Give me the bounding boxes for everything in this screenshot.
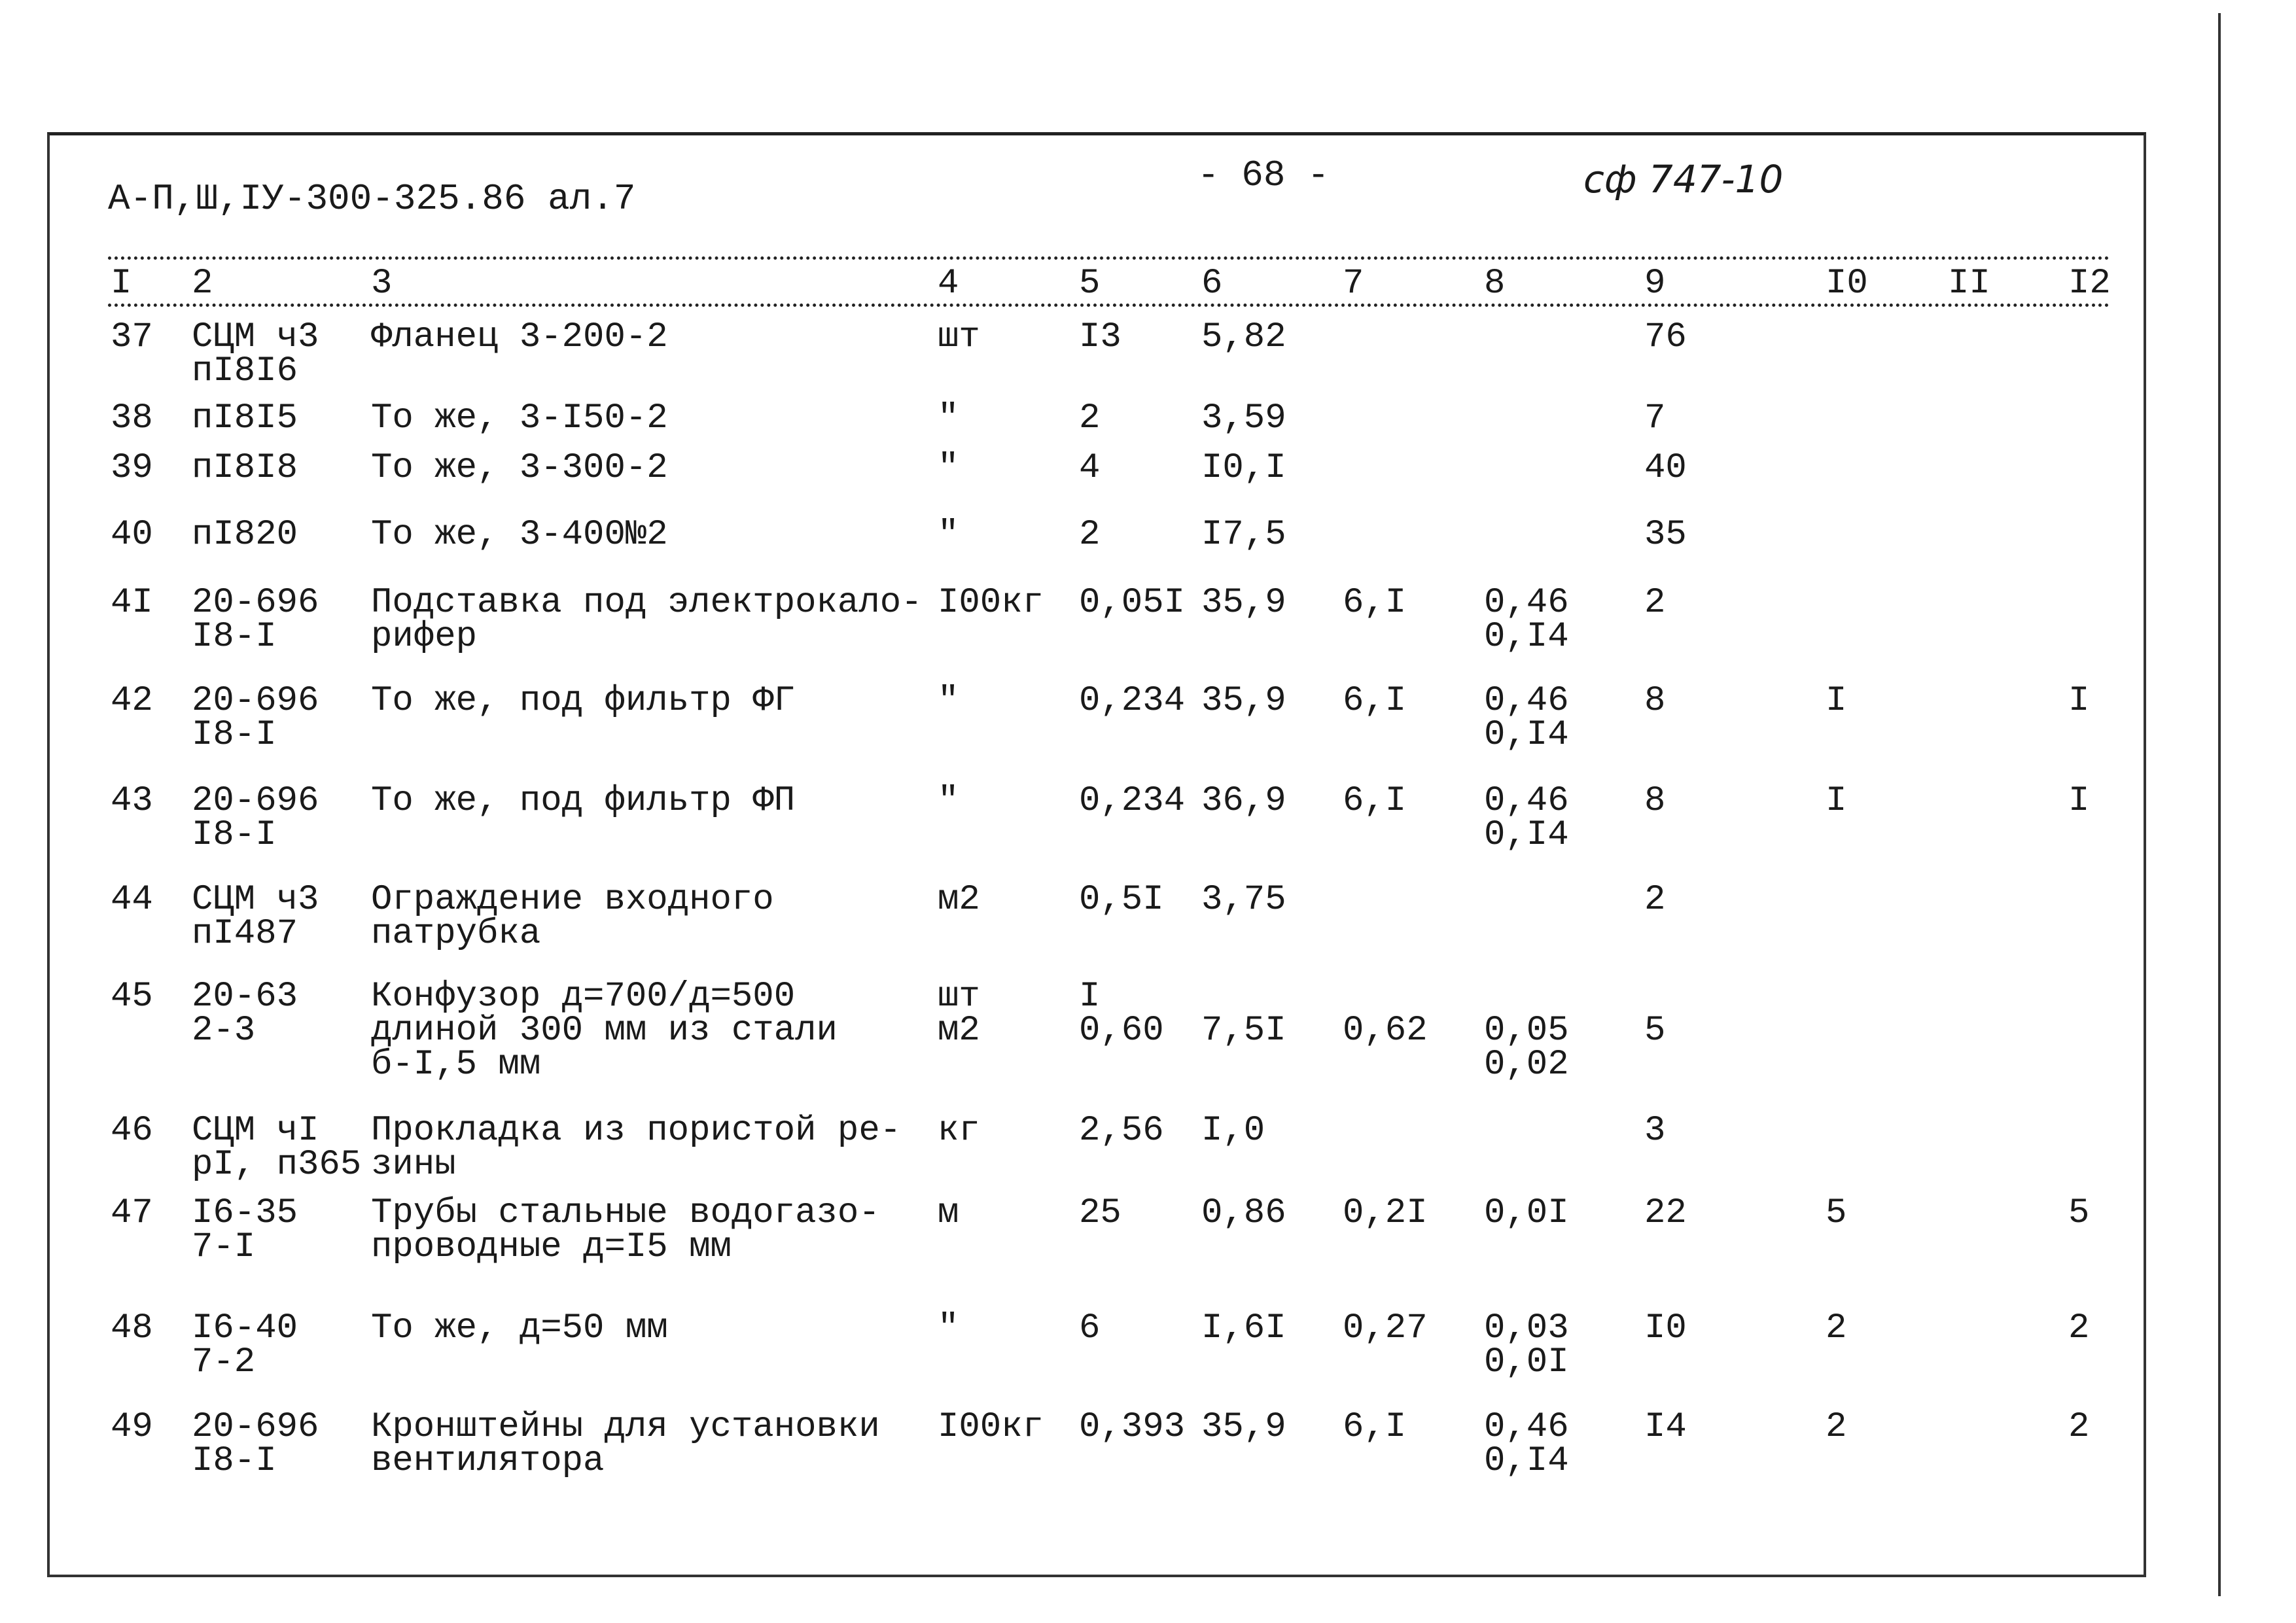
table-cell-col5: 0,05I — [1079, 583, 1186, 623]
table-cell-col10: I — [1826, 781, 1847, 821]
table-cell-col1: 38 — [111, 398, 153, 438]
table-cell-col5: 2,56 — [1079, 1111, 1164, 1151]
column-header: 6 — [1201, 264, 1223, 304]
table-cell-col9: 22 — [1644, 1193, 1687, 1233]
table-cell-col2: СЦМ ч3 пI487 — [192, 880, 319, 954]
table-cell-col9: 35 — [1644, 515, 1687, 555]
table-cell-col4: " — [938, 448, 959, 488]
table-cell-col1: 46 — [111, 1111, 153, 1151]
table-cell-col5: 25 — [1079, 1193, 1122, 1233]
table-cell-col10: 2 — [1826, 1407, 1847, 1447]
table-cell-col6: I,6I — [1201, 1308, 1286, 1348]
table-cell-col1: 42 — [111, 681, 153, 721]
column-header: II — [1948, 264, 1990, 304]
table-cell-col12: 5 — [2068, 1193, 2090, 1233]
column-header: 5 — [1079, 264, 1101, 304]
table-cell-col12: 2 — [2068, 1308, 2090, 1348]
table-cell-col2: 20-696 I8-I — [192, 781, 319, 855]
table-cell-col2: 20-696 I8-I — [192, 681, 319, 755]
column-header: 9 — [1644, 264, 1666, 304]
table-cell-col1: 37 — [111, 317, 153, 357]
column-header: 2 — [192, 264, 213, 304]
table-cell-col2: пI8I8 — [192, 448, 298, 488]
table-cell-col5: 6 — [1079, 1308, 1101, 1348]
table-cell-col9: 2 — [1644, 583, 1666, 623]
page-number: - 68 - — [1197, 154, 1330, 196]
table-cell-col1: 44 — [111, 880, 153, 920]
table-cell-col4: м2 — [938, 880, 980, 920]
table-cell-col4: " — [938, 515, 959, 555]
table-cell-col3: Конфузор д=700/д=500 длиной 300 мм из стали б-I,5 мм — [371, 977, 838, 1085]
table-cell-col4: I00кг — [938, 1407, 1044, 1447]
column-header: I2 — [2068, 264, 2111, 304]
table-cell-col9: 76 — [1644, 317, 1687, 357]
table-cell-col7: 0,62 — [1343, 1011, 1428, 1051]
table-cell-col5: 4 — [1079, 448, 1101, 488]
table-cell-col2: I6-40 7-2 — [192, 1308, 298, 1382]
table-cell-col3: То же, 3-400№2 — [371, 515, 668, 555]
table-cell-col8: 0,0I — [1484, 1193, 1569, 1233]
table-cell-col1: 47 — [111, 1193, 153, 1233]
table-cell-col4: шт м2 — [938, 977, 980, 1051]
table-cell-col3: То же, 3-I50-2 — [371, 398, 668, 438]
column-header: 3 — [371, 264, 393, 304]
table-cell-col3: Прокладка из пористой ре- зины — [371, 1111, 902, 1185]
handwritten-reference: сф 747-10 — [1583, 157, 1784, 201]
table-cell-col4: " — [938, 681, 959, 721]
table-cell-col4: " — [938, 781, 959, 821]
table-cell-col6: 7,5I — [1201, 1011, 1286, 1051]
table-cell-col3: Трубы стальные водогазо- проводные д=I5 мм — [371, 1193, 880, 1267]
table-cell-col2: 20-696 I8-I — [192, 1407, 319, 1481]
table-cell-col2: 20-63 2-3 — [192, 977, 298, 1051]
table-cell-col5: 2 — [1079, 398, 1101, 438]
column-header: 4 — [938, 264, 959, 304]
table-cell-col4: кг — [938, 1111, 980, 1151]
table-cell-col7: 6,I — [1343, 583, 1407, 623]
table-cell-col6: 3,75 — [1201, 880, 1286, 920]
table-cell-col1: 4I — [111, 583, 153, 623]
table-cell-col3: Фланец 3-200-2 — [371, 317, 668, 357]
table-cell-col2: 20-696 I8-I — [192, 583, 319, 657]
table-cell-col9: 5 — [1644, 1011, 1666, 1051]
table-cell-col3: То же, под фильтр ФГ — [371, 681, 796, 721]
table-cell-col1: 43 — [111, 781, 153, 821]
header-rule-top — [108, 256, 2110, 260]
table-cell-col8: 0,03 0,0I — [1484, 1308, 1569, 1382]
header-rule-bottom — [108, 304, 2110, 307]
table-cell-col9: 2 — [1644, 880, 1666, 920]
table-cell-col6: I,0 — [1201, 1111, 1265, 1151]
table-cell-col4: шт — [938, 317, 980, 357]
table-cell-col7: 6,I — [1343, 681, 1407, 721]
table-cell-col2: пI820 — [192, 515, 298, 555]
table-cell-col6: 35,9 — [1201, 583, 1286, 623]
table-cell-col5: I 0,60 — [1079, 977, 1164, 1051]
table-cell-col12: 2 — [2068, 1407, 2090, 1447]
table-cell-col8: 0,46 0,I4 — [1484, 781, 1569, 855]
table-cell-col6: I7,5 — [1201, 515, 1286, 555]
table-cell-col4: I00кг — [938, 583, 1044, 623]
table-cell-col9: I4 — [1644, 1407, 1687, 1447]
table-cell-col12: I — [2068, 681, 2090, 721]
table-cell-col9: 3 — [1644, 1111, 1666, 1151]
table-cell-col2: СЦМ ч3 пI8I6 — [192, 317, 319, 391]
table-cell-col9: 7 — [1644, 398, 1666, 438]
table-cell-col8: 0,46 0,I4 — [1484, 583, 1569, 657]
table-cell-col9: 8 — [1644, 681, 1666, 721]
table-cell-col9: 40 — [1644, 448, 1687, 488]
table-cell-col10: 5 — [1826, 1193, 1847, 1233]
table-cell-col2: пI8I5 — [192, 398, 298, 438]
table-cell-col5: 0,234 — [1079, 781, 1186, 821]
column-header: I — [111, 264, 132, 304]
table-cell-col8: 0,05 0,02 — [1484, 1011, 1569, 1085]
table-cell-col6: 35,9 — [1201, 681, 1286, 721]
table-cell-col3: То же, д=50 мм — [371, 1308, 668, 1348]
table-cell-col8: 0,46 0,I4 — [1484, 681, 1569, 755]
column-header: 7 — [1343, 264, 1364, 304]
table-cell-col2: СЦМ чI рI, п365 — [192, 1111, 362, 1185]
table-cell-col4: м — [938, 1193, 959, 1233]
table-cell-col7: 6,I — [1343, 1407, 1407, 1447]
table-cell-col12: I — [2068, 781, 2090, 821]
table-cell-col3: Ограждение входного патрубка — [371, 880, 774, 954]
table-cell-col8: 0,46 0,I4 — [1484, 1407, 1569, 1481]
table-cell-col4: " — [938, 1308, 959, 1348]
table-cell-col9: 8 — [1644, 781, 1666, 821]
document-code: А-П,Ш,IУ-300-325.86 ал.7 — [108, 178, 636, 220]
table-cell-col6: 0,86 — [1201, 1193, 1286, 1233]
table-cell-col3: То же, 3-300-2 — [371, 448, 668, 488]
table-cell-col10: 2 — [1826, 1308, 1847, 1348]
table-cell-col4: " — [938, 398, 959, 438]
table-cell-col5: 0,5I — [1079, 880, 1164, 920]
table-cell-col6: 36,9 — [1201, 781, 1286, 821]
table-cell-col7: 0,2I — [1343, 1193, 1428, 1233]
table-cell-col1: 48 — [111, 1308, 153, 1348]
table-cell-col10: I — [1826, 681, 1847, 721]
table-cell-col5: I3 — [1079, 317, 1122, 357]
table-cell-col9: I0 — [1644, 1308, 1687, 1348]
table-cell-col5: 2 — [1079, 515, 1101, 555]
table-cell-col6: 35,9 — [1201, 1407, 1286, 1447]
table-cell-col1: 49 — [111, 1407, 153, 1447]
column-header: I0 — [1826, 264, 1868, 304]
table-cell-col3: Кронштейны для установки вентилятора — [371, 1407, 880, 1481]
table-cell-col2: I6-35 7-I — [192, 1193, 298, 1267]
table-cell-col1: 39 — [111, 448, 153, 488]
table-cell-col5: 0,393 — [1079, 1407, 1186, 1447]
table-cell-col1: 45 — [111, 977, 153, 1017]
table-cell-col3: То же, под фильтр ФП — [371, 781, 796, 821]
table-cell-col5: 0,234 — [1079, 681, 1186, 721]
table-cell-col6: 3,59 — [1201, 398, 1286, 438]
table-cell-col6: 5,82 — [1201, 317, 1286, 357]
table-cell-col6: I0,I — [1201, 448, 1286, 488]
table-cell-col7: 6,I — [1343, 781, 1407, 821]
column-header: 8 — [1484, 264, 1506, 304]
table-cell-col3: Подставка под электрокало- рифер — [371, 583, 923, 657]
table-cell-col7: 0,27 — [1343, 1308, 1428, 1348]
page-edge-line — [2218, 13, 2221, 1596]
table-cell-col1: 40 — [111, 515, 153, 555]
